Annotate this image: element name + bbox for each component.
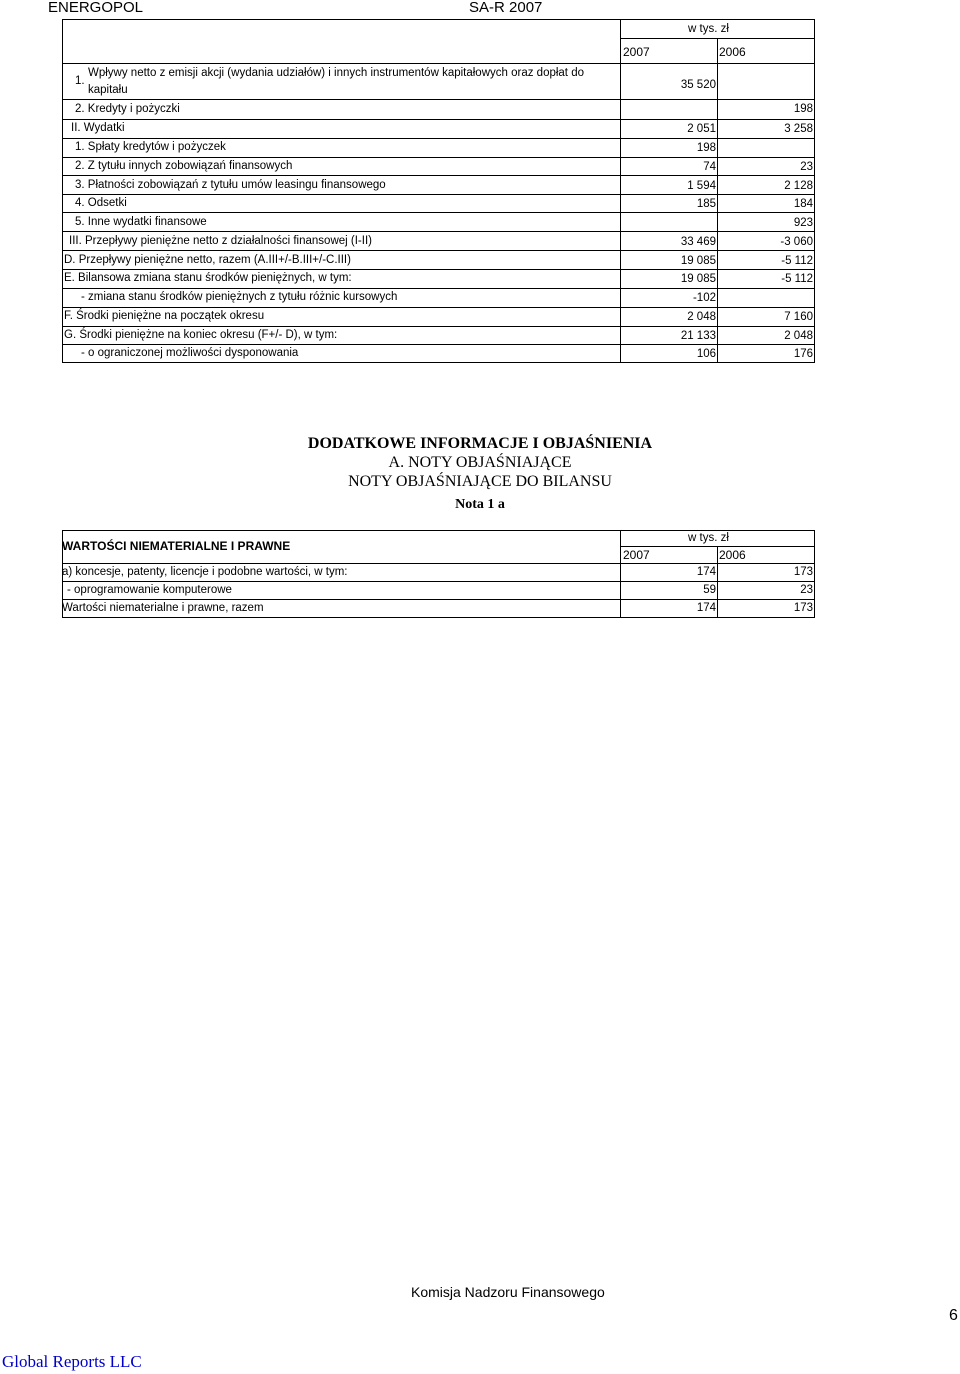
row-label: III. Przepływy pieniężne netto z działalności finansowej (I-II) bbox=[69, 235, 372, 247]
row-value-2006: 173 bbox=[793, 566, 813, 578]
row-value-2007: 174 bbox=[696, 566, 716, 578]
row-value-2006: 2 048 bbox=[784, 330, 813, 342]
row-label: Wartości niematerialne i prawne, razem bbox=[62, 602, 264, 614]
row-value-2006: 184 bbox=[793, 198, 813, 210]
company-name: ENERGOPOL bbox=[48, 0, 144, 16]
row-label: - zmiana stanu środków pieniężnych z tytułu różnic kursowych bbox=[81, 291, 398, 303]
intangibles-year-2006: 2006 bbox=[719, 548, 746, 562]
commission-name: Komisja Nadzoru Finansowego bbox=[411, 1284, 605, 1300]
row-label: 5. Inne wydatki finansowe bbox=[75, 216, 207, 228]
row-label: 1. Spłaty kredytów i pożyczek bbox=[75, 141, 226, 153]
row-value-2007: 74 bbox=[703, 161, 716, 173]
row-value-2006: 176 bbox=[793, 348, 813, 360]
row-label: a) koncesje, patenty, licencje i podobne wartości, w tym: bbox=[62, 566, 348, 578]
row-value-2006: -5 112 bbox=[781, 273, 813, 285]
cashflow-year-2006: 2006 bbox=[719, 45, 746, 59]
row-label: - o ograniczonej możliwości dysponowania bbox=[81, 347, 299, 359]
intangibles-heading: WARTOŚCI NIEMATERIALNE I PRAWNE bbox=[62, 539, 291, 553]
row-value-2007: 1 594 bbox=[687, 180, 716, 192]
report-id: SA-R 2007 bbox=[469, 0, 543, 16]
row-value-2007: 35 520 bbox=[680, 79, 716, 91]
brand-footer: Global Reports LLC bbox=[2, 1352, 142, 1371]
section-subtitle: A. NOTY OBJAŚNIAJĄCE bbox=[388, 454, 572, 471]
note-number: Nota 1 a bbox=[455, 497, 505, 512]
row-value-2006: 23 bbox=[800, 161, 813, 173]
row-value-2007: 33 469 bbox=[680, 236, 716, 248]
row-value-2007: 19 085 bbox=[680, 255, 716, 267]
row-value-2006: -3 060 bbox=[780, 236, 813, 248]
row-value-2007: 2 051 bbox=[687, 123, 716, 135]
row-label: II. Wydatki bbox=[71, 122, 125, 134]
intangibles-unit: w tys. zł bbox=[688, 532, 729, 544]
row-value-2006: 23 bbox=[800, 584, 813, 596]
row-label: F. Środki pieniężne na początek okresu bbox=[64, 310, 265, 322]
cashflow-year-2007: 2007 bbox=[623, 45, 650, 59]
row-value-2007: 106 bbox=[696, 348, 716, 360]
section-subtitle-balance: NOTY OBJAŚNIAJĄCE DO BILANSU bbox=[348, 473, 612, 490]
row-value-2007: 2 048 bbox=[687, 311, 716, 323]
row-value-2007: 21 133 bbox=[680, 330, 716, 342]
row-label-cont: kapitału bbox=[88, 84, 128, 96]
row-value-2006: -5 112 bbox=[781, 255, 813, 267]
row-value-2006: 173 bbox=[793, 602, 813, 614]
row-value-2006: 3 258 bbox=[784, 123, 813, 135]
intangibles-year-2007: 2007 bbox=[623, 548, 650, 562]
row-label: G. Środki pieniężne na koniec okresu (F+/- D), w tym: bbox=[64, 329, 338, 341]
page-number: 6 bbox=[949, 1307, 958, 1324]
row-value-2007: 185 bbox=[696, 198, 716, 210]
row-value-2007: 19 085 bbox=[680, 273, 716, 285]
row-value-2006: 2 128 bbox=[784, 180, 813, 192]
row-prefix: 1. bbox=[75, 75, 85, 87]
row-label: E. Bilansowa zmiana stanu środków pieniężnych, w tym: bbox=[64, 272, 352, 284]
row-value-2006: 198 bbox=[793, 103, 813, 115]
row-label: 3. Płatności zobowiązań z tytułu umów leasingu finansowego bbox=[75, 179, 386, 191]
row-label: D. Przepływy pieniężne netto, razem (A.III+/-B.III+/-C.III) bbox=[64, 254, 351, 266]
row-label: 2. Z tytułu innych zobowiązań finansowych bbox=[75, 160, 293, 172]
row-value-2007: 174 bbox=[696, 602, 716, 614]
row-value-2007: 198 bbox=[696, 142, 716, 154]
row-label: 2. Kredyty i pożyczki bbox=[75, 103, 180, 115]
row-label: 4. Odsetki bbox=[75, 197, 127, 209]
row-label: Wpływy netto z emisji akcji (wydania udziałów) i innych instrumentów kapitałowych oraz dopłat do bbox=[88, 67, 584, 79]
row-value-2007: -102 bbox=[692, 292, 716, 304]
row-value-2006: 7 160 bbox=[784, 311, 813, 323]
row-label: - oprogramowanie komputerowe bbox=[67, 584, 232, 596]
row-value-2006: 923 bbox=[793, 217, 813, 229]
cashflow-unit: w tys. zł bbox=[688, 23, 729, 35]
section-title: DODATKOWE INFORMACJE I OBJAŚNIENIA bbox=[307, 435, 653, 452]
row-value-2007: 59 bbox=[703, 584, 716, 596]
